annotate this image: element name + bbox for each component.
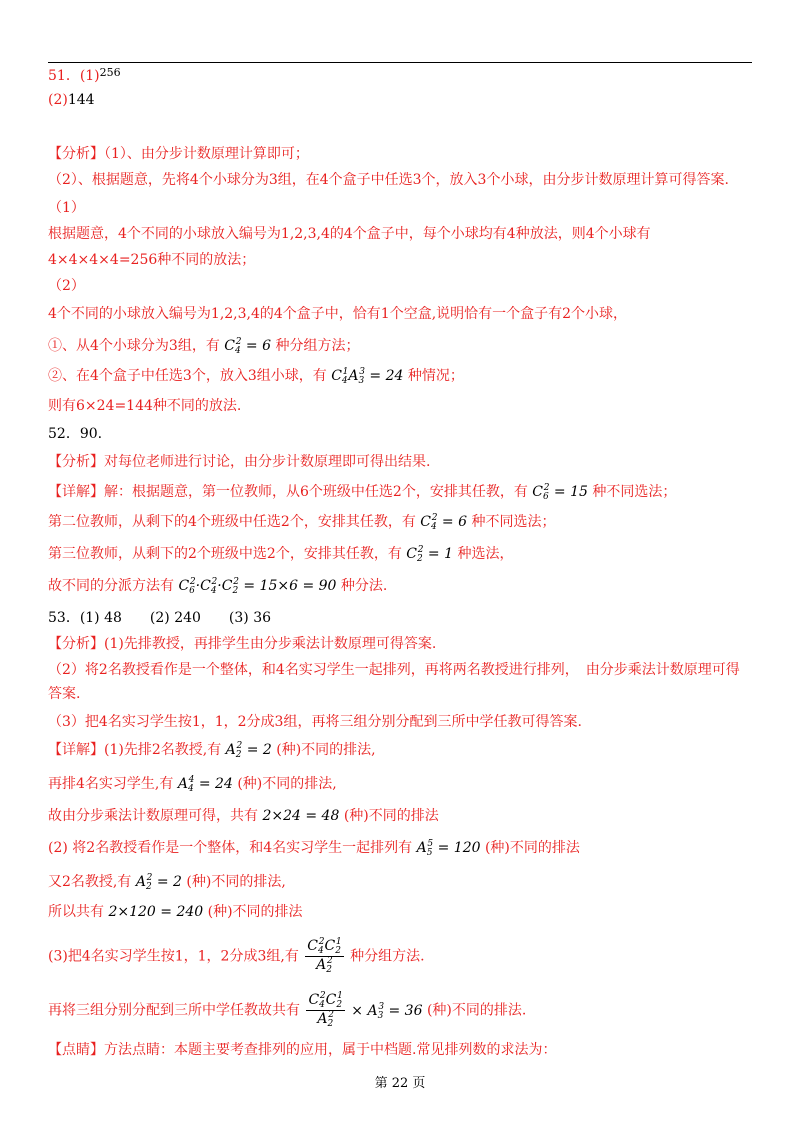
q53-d5: 又2名教授,有 $A_2^2 = 2$ (种)不同的排法,: [48, 873, 286, 892]
q53-analysis2a: （2）将2名教授看作是一个整体，和4名实习学生一起排列，再将两名教授进行排列， 由分步乘法计数原理可得: [48, 662, 740, 678]
q52-line4: 故不同的分派方法有 $C_6^2\cdot C_4^2\cdot C_2^2 = 15\times 6 = 90$ 种分法.: [48, 577, 388, 596]
q53-analysis3: （3）把4名实习学生按1，1，2分成3组，再将三组分别分配到三所中学任教可得答案.: [48, 714, 582, 730]
q51-p2-step2: ②、在4个盒子中任选3个，放入3组小球，有 $C_4^1A_3^3 = 24$ 种情况；: [48, 367, 464, 386]
q52-line1: 【详解】解：根据题意，第一位教师，从6个班级中任选2个，安排其任教，有 $C_6^2 = 15$ 种不同选法；: [48, 483, 677, 502]
q53-point: 【点睛】方法点睛：本题主要考查排列的应用，属于中档题.常见排列数的求法为：: [48, 1042, 557, 1058]
q52-line3: 第三位教师，从剩下的2个班级中选2个，安排其任教，有 $C_2^2 = 1$ 种选法，: [48, 545, 514, 564]
q53-d6: 所以共有 2×120 = 240 (种)不同的排法: [48, 904, 303, 920]
q51-analysis1: 【分析】（1）、由分步计数原理计算即可；: [48, 146, 309, 162]
q51-p1-label: （1）: [48, 200, 85, 216]
q51-head: 51．$(1)^{256}$: [48, 66, 121, 84]
q53-d2: 再排4名实习学生,有 $A_4^4 = 24$ (种)不同的排法,: [48, 775, 337, 794]
q51-p2-step1: ①、从4个小球分为3组，有 $C_4^2 = 6$ 种分组方法；: [48, 337, 360, 356]
q53-d3: 故由分步乘法计数原理可得，共有 2×24 = 48 (种)不同的排法: [48, 808, 439, 824]
q52-analysis: 【分析】对每位老师进行讨论，由分步计数原理即可得出结果.: [48, 454, 431, 470]
q53-analysis1: 【分析】(1)先排教授，再排学生由分步乘法计数原理可得答案.: [48, 636, 437, 652]
q53-d1: 【详解】(1)先排2名教授,有 $A_2^2 = 2$ (种)不同的排法,: [48, 741, 376, 760]
q53-d8: 再将三组分别分配到三所中学任教故共有 $\frac{C_4^2C_2^1}{A_2^2}$ × $A_3^3 = 36$ (种)不同的排法.: [48, 991, 527, 1029]
q52-line2: 第二位教师，从剩下的4个班级中任选2个，安排其任教，有 $C_4^2 = 6$ 种不同选法；: [48, 513, 556, 532]
q51-p2-line1: 4个不同的小球放入编号为1,2,3,4的4个盒子中，恰有1个空盒,说明恰有一个盒子有2个小球，: [48, 306, 628, 322]
q51-part2: (2)144: [48, 92, 95, 108]
q51-p2-label: （2）: [48, 278, 85, 294]
q51-p1-line1: 根据题意，4个不同的小球放入编号为1,2,3,4的4个盒子中，每个小球均有4种放法，则4个小球有: [48, 226, 651, 242]
q51-total: 则有6×24=144种不同的放法.: [48, 398, 242, 414]
q51-analysis2: （2）、根据题意，先将4个小球分为3组，在4个盒子中任选3个，放入3个小球，由分步计数原理计算可得答案.: [48, 172, 729, 188]
q53-d7: (3)把4名实习学生按1，1，2分成3组,有 $\frac{C_4^2C_2^1}{A_2^2}$ 种分组方法.: [48, 937, 425, 975]
page-footer: 第 22 页: [374, 1076, 426, 1091]
q53-head: 53．(1) 48 (2) 240 (3) 36: [48, 610, 272, 626]
top-rule: [48, 62, 752, 63]
q53-d4: (2) 将2名教授看作是一个整体，和4名实习学生一起排列有 $A_5^5 = 120$ (种)不同的排法: [48, 839, 580, 858]
q51-p1-line2: 4×4×4×4=256种不同的放法；: [48, 252, 256, 268]
q52-head: 52．90.: [48, 426, 103, 442]
q53-analysis2b: 答案.: [48, 686, 81, 702]
